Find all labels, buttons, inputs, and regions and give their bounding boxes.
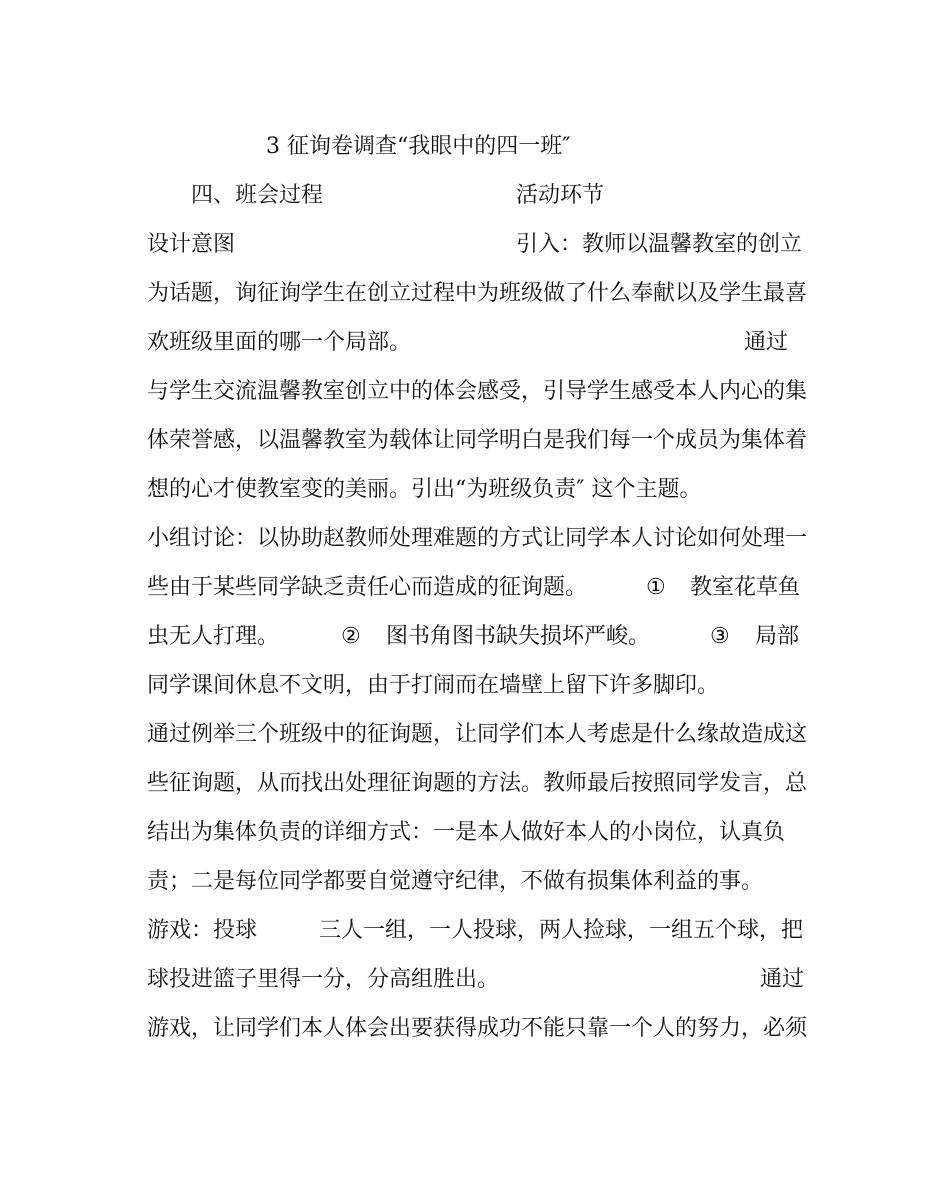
discussion-item: 虫无人打理。 bbox=[147, 624, 280, 649]
game-text: 通过 bbox=[760, 967, 805, 992]
intro-text: 欢班级里面的哪一个局部。 bbox=[147, 330, 412, 355]
intro-text: 为话题，询征询学生在创立过程中为班级做了什么奉献以及学生最喜 bbox=[147, 281, 808, 306]
section-title: 四、班会过程 bbox=[191, 183, 324, 208]
analysis-text: 通过例举三个班级中的征询题，让同学们本人考虑是什么缘故造成这 bbox=[147, 722, 808, 747]
intro-text: 与学生交流温馨教室创立中的体会感受，引导学生感受本人内心的集 bbox=[147, 379, 808, 404]
game-text: 游戏，让同学们本人体会出要获得成功不能只靠一个人的努力，必须 bbox=[147, 1016, 808, 1041]
analysis-text: 结出为集体负责的详细方式：一是本人做好本人的小岗位，认真负 bbox=[147, 820, 786, 845]
game-label: 游戏：投球 bbox=[147, 918, 258, 943]
discussion-text: 小组讨论：以协助赵教师处理难题的方式让同学本人讨论如何处理一 bbox=[147, 526, 808, 551]
discussion-item: 同学课间休息不文明，由于打闹而在墙壁上留下许多脚印。 bbox=[147, 673, 720, 698]
intro-text: 体荣誉感，以温馨教室为载体让同学明白是我们每一个成员为集体着 bbox=[147, 428, 808, 453]
discussion-text: 些由于某些同学缺乏责任心而造成的征询题。 bbox=[147, 575, 588, 600]
discussion-item: 局部 bbox=[755, 624, 800, 649]
intro-text: 想的心才使教室变的美丽。引出“为班级负责″ 这个主题。 bbox=[147, 477, 702, 502]
document-heading: 3 征询卷调查“我眼中的四一班″ bbox=[266, 134, 571, 159]
intro-text: 通过 bbox=[744, 330, 789, 355]
game-text: 球投进篮子里得一分，分高组胜出。 bbox=[147, 967, 500, 992]
analysis-text: 责；二是每位同学都要自觉遵守纪律，不做有损集体利益的事。 bbox=[147, 869, 764, 894]
analysis-text: 些征询题，从而找出处理征询题的方法。教师最后按照同学发言，总 bbox=[147, 771, 808, 796]
discussion-item: 教室花草鱼 bbox=[690, 575, 801, 600]
list-marker: ② bbox=[341, 624, 361, 649]
discussion-item: 图书角图书缺失损坏严峻。 bbox=[386, 624, 651, 649]
list-marker: ③ bbox=[710, 624, 730, 649]
intro-text: 引入：教师以温馨教室的创立 bbox=[516, 232, 803, 257]
column-design-label: 设计意图 bbox=[147, 232, 236, 257]
game-text: 三人一组，一人投球，两人捡球，一组五个球，把 bbox=[319, 918, 804, 943]
list-marker: ① bbox=[646, 575, 666, 600]
column-activity-label: 活动环节 bbox=[516, 183, 605, 208]
